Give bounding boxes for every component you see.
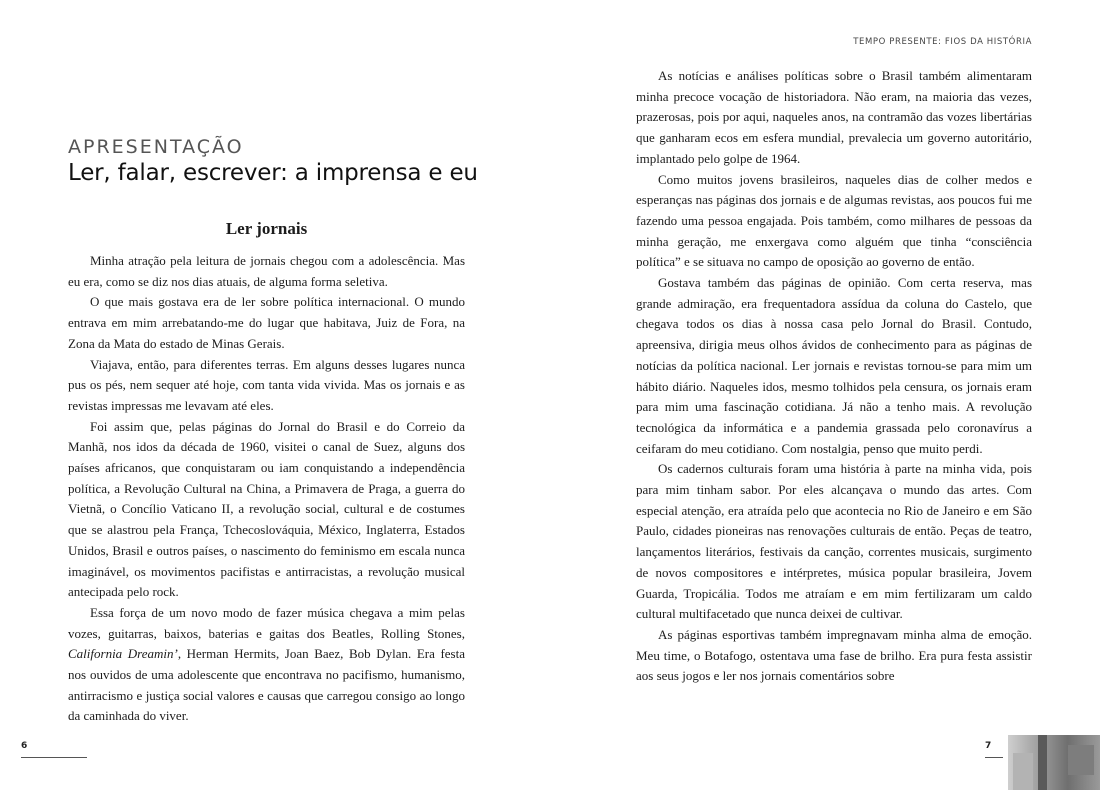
section-kicker: APRESENTAÇÃO (68, 136, 244, 158)
paragraph-text: , Herman Hermits, Joan Baez, Bob Dylan. Era festa nos ouvidos de uma adolescente que encontrava no pacifismo, humanismo, antirracismo e justiça social valores e causas que carregou consigo ao longo da caminhada do viver. (68, 646, 465, 724)
page-number-right: 7 (985, 741, 992, 751)
paragraph-text: Essa força de um novo modo de fazer música chegava a mim pelas vozes, guitarras, baixos, baterias e gaitas dos Beatles, Rolling Stones, (68, 604, 465, 641)
paragraph: Os cadernos culturais foram uma história à parte na minha vida, pois para mim tinham sabor. Por eles alcançava o mundo das artes. Com especial atenção, era atraída pelo que acontecia no Rio de Janeiro e em São Paulo, cidades pioneiras nas renovações culturais de então. Peças de teatro, lançamentos literários, festivais da canção, correntes musicais, surgimento de novos compositores e intérpretes, música popular brasileira, Jovem Guarda, Tropicália. Todos me atraíam e em mim fertilizaram um caldo cultural multifacetado que nunca deixei de cultivar. (636, 461, 1032, 622)
footer-rule-left (21, 757, 87, 758)
left-text-block (68, 251, 465, 727)
footer-rule-right (985, 757, 1003, 758)
paragraph: Viajava, então, para diferentes terras. Em alguns desses lugares nunca pus os pés, nem sequer até hoje, com tanta vida vivida. Mas os jornais e as revistas impressas me levavam até eles. (68, 356, 465, 413)
paragraph: As notícias e análises políticas sobre o Brasil também alimentaram minha precoce vocação de historiadora. Não eram, na maioria das vezes, prazerosas, pois por aqui, naqueles anos, na contramão das vozes libertárias que ganharam ecos em esfera mundial, prevalecia um governo autoritário, implantado pelo golpe de 1964. (636, 68, 1032, 166)
chapter-title: Ler, falar, escrever: a imprensa e eu (68, 160, 478, 186)
footer-photo-image (1008, 735, 1100, 790)
subheading: Ler jornais (225, 219, 308, 238)
right-page (550, 0, 1100, 790)
paragraph: Gostava também das páginas de opinião. Com certa reserva, mas grande admiração, era frequentadora assídua da coluna do Castelo, que chegava todos os dias à nossa casa pelo Jornal do Brasil. Contudo, apreensiva, dirigia meus olhos ávidos de conhecimento para as páginas de notícias da política nacional. Ler jornais e revistas tornou-se para mim um hábito diário. Naqueles idos, mesmo tolhidos pela censura, os jornais eram para mim uma fascinação cotidiana. Já não a tenho mais. A revolução tecnológica da informática e a pandemia grassada pelo coronavírus a ceifaram do meu cotidiano. Com nostalgia, penso que muito perdi. (636, 275, 1032, 456)
paragraph (68, 603, 465, 727)
page-number-left: 6 (21, 741, 28, 751)
song-title: California Dreamin’ (68, 646, 178, 662)
running-header: TEMPO PRESENTE: FIOS DA HISTÓRIA (853, 37, 1032, 47)
paragraph: Minha atração pela leitura de jornais chegou com a adolescência. Mas eu era, como se diz nos dias atuais, de alguma forma seletiva. (68, 253, 465, 289)
paragraph: Foi assim que, pelas páginas do Jornal do Brasil e do Correio da Manhã, nos idos da década de 1960, visitei o canal de Suez, alguns dos países africanos, que conquistaram ou iam conquistando a independência política, a Revolução Cultural na China, a Primavera de Praga, a guerra do Vietnã, o Concílio Vaticano II, a revolução social, cultural e de costumes que se alastrou pela França, Tchecoslováquia, México, Inglaterra, Estados Unidos, Brasil e outros países, o nascimento do feminismo em escala nunca imaginável, os movimentos pacifistas e antirracistas, a revolução musical antecipada pelo rock. (68, 418, 465, 600)
right-text-block (636, 66, 1032, 687)
paragraph: Como muitos jovens brasileiros, naqueles dias de colher medos e esperanças nas páginas dos jornais e de algumas revistas, aos poucos fui me fazendo uma pessoa engajada. Pois também, como milhares de pessoas da minha geração, me enxergava como alguém que tinha “consciência política” e se situava no campo de oposição ao governo de então. (636, 171, 1032, 270)
paragraph: As páginas esportivas também impregnavam minha alma de emoção. Meu time, o Botafogo, ostentava uma fase de brilho. Era pura festa assistir aos seus jogos e ler nos jornais comentários sobre (636, 626, 1032, 684)
paragraph: O que mais gostava era de ler sobre política internacional. O mundo entrava em mim arrebatando-me do lugar que habitava, Juiz de Fora, na Zona da Mata do estado de Minas Gerais. (68, 294, 465, 351)
